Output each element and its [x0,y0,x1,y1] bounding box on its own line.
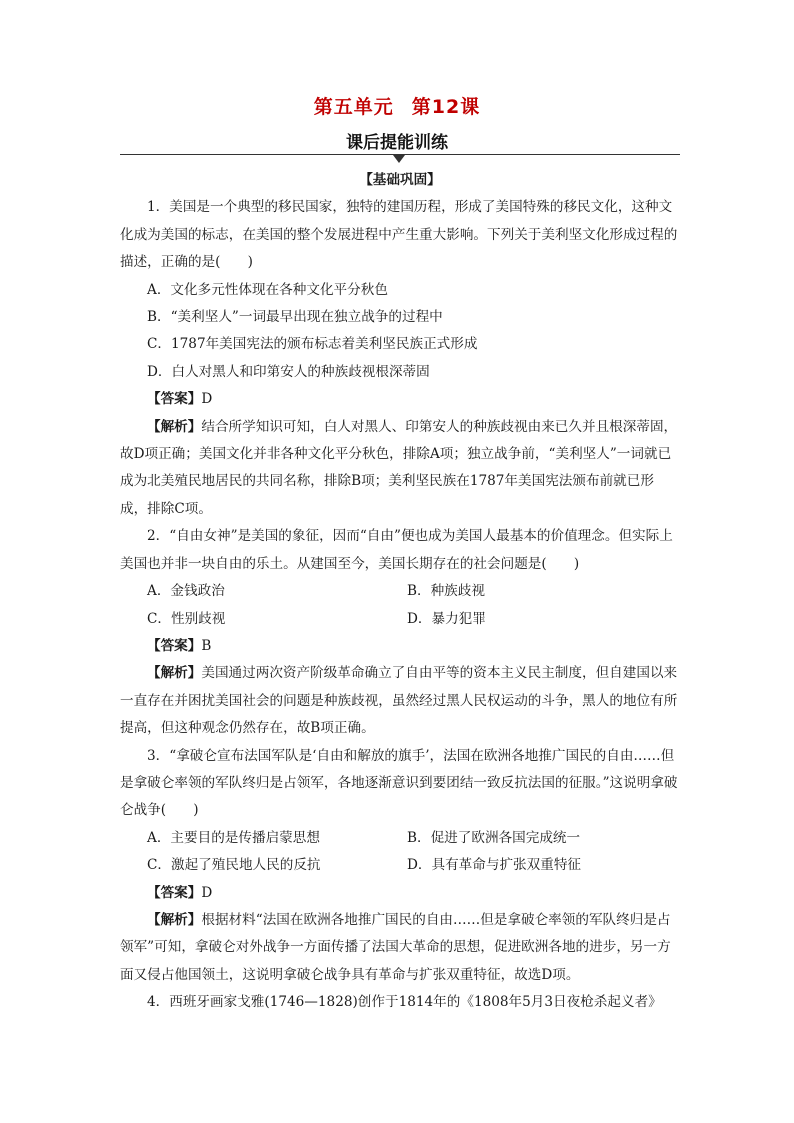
question-3-analysis [120,907,680,989]
unit-lesson-title [0,92,794,119]
answer-tag: 【答案】 [147,884,202,901]
question-1-option-c: C．1787年美国宪法的颁布标志着美利坚民族正式形成 [147,336,478,353]
question-3-option-b: B．促进了欧洲各国完成统一 [407,829,581,846]
question-2-answer [120,633,680,660]
question-1-option-a: A．文化多元性体现在各种文化平分秋色 [147,281,388,298]
question-1-option-d: D．白人对黑人和印第安人的种族歧视根深蒂固 [147,363,430,380]
question-3-options-row-1 [120,825,680,852]
unit-title: 第五单元 [313,96,394,118]
question-1-analysis [120,414,680,524]
question-2-option-a: A．金钱政治 [147,583,225,600]
question-2-option-d: D．暴力犯罪 [407,610,486,627]
question-3-options-row-2 [120,852,680,879]
page-subtitle: 课后提能训练 [346,133,448,153]
answer-tag: 【答案】 [147,391,202,408]
answer-tag: 【答案】 [147,637,202,654]
analysis-tag: 【解析】 [147,911,202,928]
question-2-option-c: C．性别歧视 [147,610,226,627]
question-3-option-d: D．具有革命与扩张双重特征 [407,857,582,874]
question-2-options-row-2 [120,606,680,633]
answer-value: D [201,884,213,901]
question-1-option-b: B．“美利坚人”一词最早出现在独立战争的过程中 [147,309,443,326]
question-1-answer [120,386,680,413]
question-2-stem: 2．“自由女神”是美国的象征，因而“自由”便也成为美国人最基本的价值理念。但实际上美国也并非一块自由的乐土。从建国至今，美国长期存在的社会问题是( ) [120,528,673,572]
exercise-content [120,167,680,1017]
question-2-option-b: B．种族歧视 [407,583,485,600]
analysis-text: 结合所学知识可知，白人对黑人、印第安人的种族歧视由来已久并且根深蒂固，故D项正确；美国文化并非各种文化平分秋色，排除A项；独立战争前，“美利坚人”一词就已成为北美殖民地居民的共同名称，排除B项；美利坚民族在1787年美国宪法颁布前就已形成，排除C项。 [120,418,678,517]
down-triangle-icon [393,155,405,163]
question-2-options-row-1 [120,578,680,605]
question-3-option-a: A．主要目的是传播启蒙思想 [147,829,320,846]
question-2-analysis [120,660,680,742]
answer-value: B [201,637,212,654]
question-3-answer [120,880,680,907]
analysis-text: 美国通过两次资产阶级革命确立了自由平等的资本主义民主制度，但自建国以来一直存在并困扰美国社会的问题是种族歧视，虽然经过黑人民权运动的斗争，黑人的地位有所提高，但这种观念仍然存在，故B项正确。 [120,665,678,737]
question-1-stem: 1．美国是一个典型的移民国家，独特的建国历程，形成了美国特殊的移民文化，这种文化成为美国的标志，在美国的整个发展进程中产生重大影响。下列关于美利坚文化形成过程的描述，正确的是( ) [120,199,678,271]
question-4-stem: 4．西班牙画家戈雅(1746—1828)创作于1814年的《1808年5月3日夜枪杀起义者》 [147,994,662,1011]
analysis-text: 根据材料“法国在欧洲各地推广国民的自由……但是拿破仑率领的军队终归是占领军”可知，拿破仑对外战争一方面传播了法国大革命的思想，促进欧洲各地的进步，另一方面又侵占他国领土，这说明拿破仑战争具有革命与扩张双重特征，故选D项。 [120,911,671,983]
question-3-stem: 3．“拿破仑宣布法国军队是‘自由和解放的旗手’，法国在欧洲各地推广国民的自由……但是拿破仑率领的军队终归是占领军，各地逐渐意识到要团结一致反抗法国的征服。”这说明拿破仑战争( ) [120,747,678,819]
answer-value: D [201,391,213,408]
lesson-title: 第12课 [411,96,481,118]
section-heading: 【基础巩固】 [359,172,441,188]
analysis-tag: 【解析】 [147,665,202,682]
question-3-option-c: C．激起了殖民地人民的反抗 [147,857,321,874]
analysis-tag: 【解析】 [147,418,202,435]
